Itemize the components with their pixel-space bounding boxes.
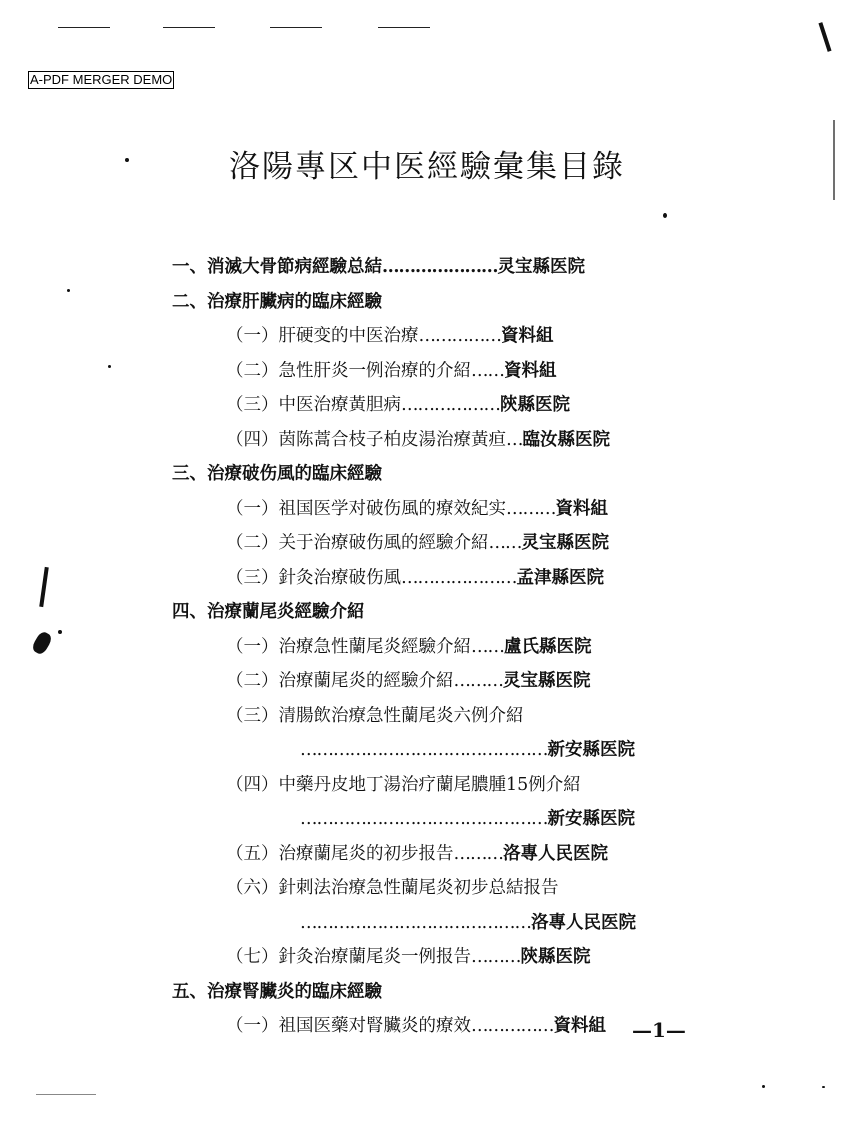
toc-leader-dots: …… [488, 533, 522, 553]
toc-entry-source: 資料組 [553, 1016, 606, 1036]
scan-mark [833, 120, 835, 200]
scan-speck [67, 289, 70, 292]
toc-entry [172, 494, 752, 529]
toc-entry [172, 804, 752, 839]
toc-entry-source: 洛專人民医院 [531, 912, 636, 933]
header-rule [270, 27, 322, 28]
scan-speck [58, 630, 62, 634]
scan-speck [108, 365, 111, 368]
toc-leader-dots: …………… [418, 326, 501, 346]
toc-entry [172, 735, 752, 770]
toc-leader-dots: … [506, 429, 523, 450]
toc-entry [172, 908, 752, 943]
toc-entry-title: （二）关于治療破伤風的經驗介紹 [226, 533, 489, 553]
toc-entry [172, 321, 752, 356]
toc-leader-dots: ……………… [401, 395, 500, 415]
toc-entry [172, 942, 752, 977]
toc-entry [172, 597, 752, 632]
toc-entry [172, 390, 752, 425]
toc-entry-source: 盧氏縣医院 [504, 636, 592, 657]
toc-entry-title: 四、治療蘭尾炎經驗介紹 [172, 602, 365, 622]
toc-entry [172, 425, 752, 460]
toc-entry [172, 287, 752, 322]
toc-leader-dots: …………………………………… [300, 912, 531, 933]
toc-entry-title: （六）針刺法治療急性蘭尾炎初步总結报告 [226, 878, 559, 898]
toc-entry-title: （二）急性肝炎一例治療的介紹 [226, 360, 471, 381]
scan-mark [36, 1094, 96, 1095]
toc-leader-dots: ……………………………………… [300, 809, 548, 829]
toc-entry-source: 洛專人民医院 [503, 843, 608, 864]
toc-entry-source: 資料組 [501, 326, 554, 346]
toc-leader-dots: ……… [506, 498, 556, 519]
toc-leader-dots: ……… [471, 947, 521, 967]
toc-entry-title: （一）祖国医藥对腎臟炎的療效 [226, 1016, 471, 1036]
toc-entry-title: （四）茵陈蒿合枝子柏皮湯治療黃疸 [226, 429, 506, 450]
toc-entry-source: 陝縣医院 [500, 395, 570, 415]
toc-entry-source: 陝縣医院 [520, 947, 591, 967]
toc-entry-title: （三）中医治療黃胆病 [226, 395, 401, 415]
scan-mark [39, 567, 49, 607]
header-rule [58, 27, 110, 28]
page-title: 洛陽專区中医經驗彙集目錄 [229, 149, 625, 185]
toc-entry-title: （一）肝硬变的中医治療 [226, 326, 419, 346]
toc-entry-title: （二）治療蘭尾炎的經驗介紹 [226, 671, 454, 691]
toc-entry-title: （一）祖国医学对破伤風的療效紀实 [226, 498, 506, 519]
toc-leader-dots: …… [471, 360, 504, 381]
toc-entry-source: 新安縣医院 [547, 740, 635, 760]
toc-entry-title: 五、治療腎臟炎的臨床經驗 [172, 981, 382, 1002]
toc-leader-dots: ……… [453, 671, 503, 691]
toc-leader-dots: ……… [453, 843, 503, 864]
toc-entry-source: 灵宝縣医院 [497, 257, 585, 277]
toc-entry-title: （三）清腸飲治療急性蘭尾炎六例介紹 [226, 705, 524, 726]
toc-entry-title: 二、治療肝臟病的臨床經驗 [172, 291, 382, 312]
toc-entry [172, 563, 752, 598]
toc-entry [172, 356, 752, 391]
toc-entry-source: 資料組 [504, 360, 557, 381]
toc-leader-dots: ……………………………………… [300, 740, 548, 760]
toc-entry-title: （七）針灸治療蘭尾炎一例报告 [226, 947, 471, 967]
toc-leader-dots: ………………… [382, 257, 498, 277]
toc-entry [172, 770, 752, 805]
toc-entry [172, 977, 752, 1012]
toc-entry [172, 528, 752, 563]
header-rule [378, 27, 430, 28]
table-of-contents [172, 252, 752, 1046]
toc-entry-title: （四）中藥丹皮地丁湯治疗蘭尾膿腫15例介紹 [226, 774, 581, 795]
toc-entry [172, 873, 752, 908]
page-number: —1— [632, 1018, 686, 1042]
toc-entry-title: （一）治療急性蘭尾炎經驗介紹 [226, 636, 471, 657]
toc-entry [172, 459, 752, 494]
toc-leader-dots: ………………… [401, 567, 517, 588]
toc-entry [172, 632, 752, 667]
toc-entry-source: 灵宝縣医院 [503, 671, 591, 691]
toc-entry-title: 三、治療破伤風的臨床經驗 [172, 464, 382, 484]
toc-entry-title: （五）治療蘭尾炎的初步报告 [226, 843, 454, 864]
scan-mark [30, 630, 53, 656]
scan-speck [762, 1085, 765, 1088]
scan-speck [663, 213, 667, 218]
toc-entry-source: 臨汝縣医院 [522, 429, 610, 450]
toc-entry-source: 資料組 [555, 498, 608, 519]
toc-entry [172, 666, 752, 701]
watermark-label: A-PDF MERGER DEMO [30, 72, 173, 87]
scan-speck [822, 1086, 825, 1088]
toc-entry [172, 701, 752, 736]
toc-entry-title: （三）針灸治療破伤風 [226, 567, 401, 588]
scan-mark [818, 22, 831, 52]
toc-leader-dots: …… [471, 636, 504, 657]
toc-leader-dots: …………… [471, 1016, 554, 1036]
toc-entry [172, 252, 752, 287]
scan-speck [125, 158, 129, 162]
toc-entry-title: 一、消滅大骨節病經驗总結 [172, 257, 382, 277]
toc-entry-source: 孟津縣医院 [516, 567, 604, 588]
toc-entry-source: 灵宝縣医院 [521, 533, 609, 553]
toc-entry [172, 839, 752, 874]
toc-entry-source: 新安縣医院 [547, 809, 635, 829]
header-rule [163, 27, 215, 28]
